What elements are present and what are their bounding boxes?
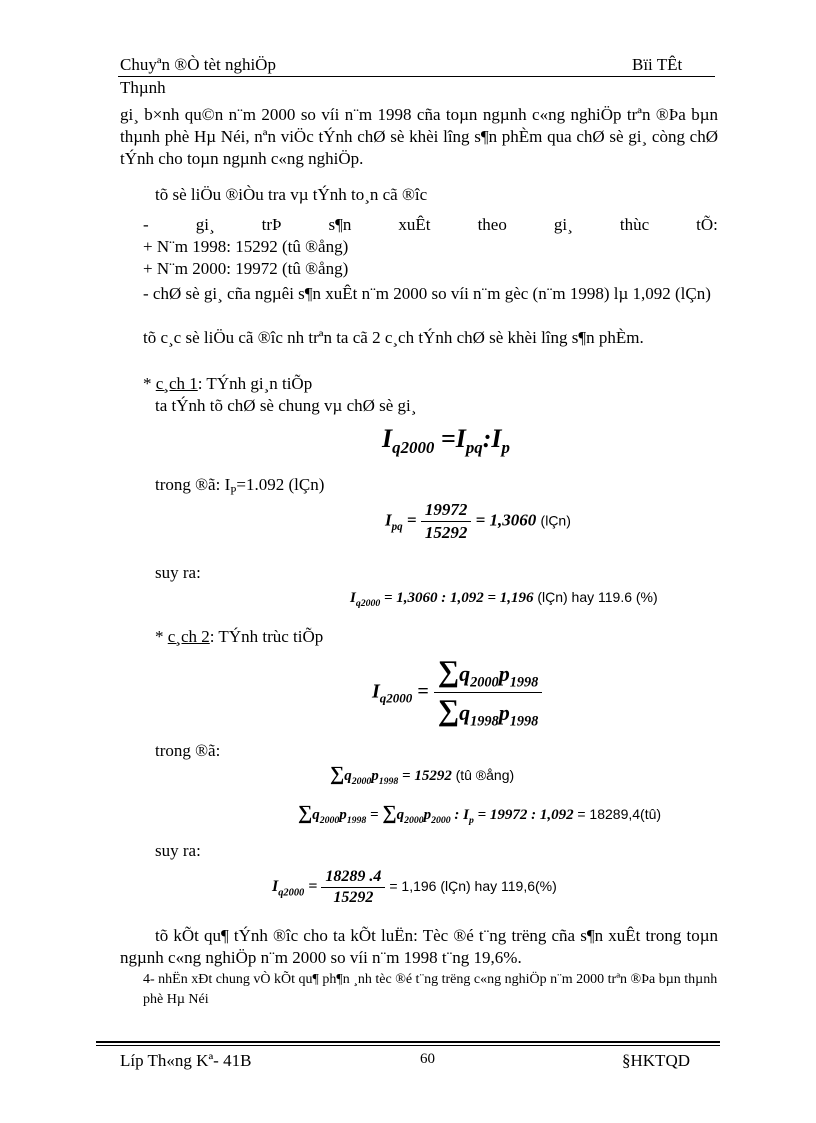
expression: = 1,3060 : 1,092 = 1,196 bbox=[383, 590, 534, 606]
survey-line: tõ sè liÖu ®iÒu tra vµ tÝnh to¸n cã ®îc bbox=[155, 185, 428, 204]
header-rule bbox=[118, 76, 715, 77]
footer-rule-bottom bbox=[96, 1045, 720, 1046]
method-1-description: ta tÝnh tõ chØ sè chung vµ chØ sè gi¸ bbox=[155, 396, 417, 415]
numerator: 19972 bbox=[421, 500, 472, 522]
sum-symbol: ∑ bbox=[330, 763, 345, 785]
subscript: 1998 bbox=[470, 713, 499, 730]
symbol: p bbox=[339, 807, 347, 823]
formula-sum-conversion bbox=[298, 802, 661, 826]
subscript: 2000 bbox=[351, 776, 372, 787]
fraction bbox=[421, 500, 472, 543]
subscript: 1998 bbox=[509, 674, 539, 691]
subscript: 2000 bbox=[431, 815, 451, 826]
method-2-label: c¸ch 2 bbox=[167, 627, 210, 646]
equals: = bbox=[308, 878, 318, 896]
symbol: I bbox=[385, 510, 392, 530]
production-value-line bbox=[143, 214, 718, 236]
subscript: pq bbox=[391, 520, 403, 533]
word: thùc bbox=[619, 215, 650, 234]
word: - bbox=[143, 215, 149, 234]
numerator: 18289 .4 bbox=[321, 868, 385, 888]
footer-university: §HKTQD bbox=[622, 1051, 690, 1070]
symbol: I bbox=[382, 424, 393, 453]
year-1998-line: + N¨m 1998: 15292 (tû ®ång) bbox=[143, 237, 349, 256]
subscript: 2000 bbox=[404, 815, 424, 826]
formula-direct-index bbox=[372, 655, 542, 731]
intro-paragraph: gi¸ b×nh qu©n n¨m 2000 so víi n¨m 1998 cña toµn ngµnh c«ng nghiÖp trªn ®Þa bµn thµnh phè Hµ Néi, nªn viÖc tÝnh chØ sè khèi lîng s¶n phÈm qua chØ sè gi¸ còng chØ tÝnh cho toµn ngµnh c«ng nghiÖp. bbox=[120, 105, 718, 168]
symbol: q bbox=[459, 661, 471, 686]
value: = 19972 : 1,092 bbox=[477, 807, 574, 823]
formula-sum-1998 bbox=[330, 763, 514, 787]
header-title: Chuyªn ®Ò tèt nghiÖp bbox=[120, 55, 276, 74]
subscript: 2000 bbox=[470, 674, 499, 691]
colon: : bbox=[482, 424, 492, 453]
fraction bbox=[321, 868, 385, 907]
footer-rule-top bbox=[96, 1041, 720, 1043]
unit: (tû ®ång) bbox=[455, 767, 515, 783]
symbol: q bbox=[312, 807, 320, 823]
unit: (lÇn) hay 119.6 (%) bbox=[537, 589, 658, 605]
colon: : bbox=[454, 807, 460, 823]
text: trong ®ã: I bbox=[155, 475, 231, 494]
subscript: 1998 bbox=[346, 815, 367, 826]
bullet: * bbox=[143, 374, 156, 393]
symbol: p bbox=[498, 700, 510, 726]
footer-class: Líp Th«ng Kª- 41B bbox=[120, 1051, 252, 1070]
numerator bbox=[434, 655, 543, 693]
where-line-1 bbox=[155, 474, 324, 502]
method-2-heading bbox=[155, 626, 323, 648]
symbol: I bbox=[350, 590, 356, 606]
subscript: q2000 bbox=[392, 438, 435, 458]
result: = 18289,4(tû) bbox=[577, 806, 662, 822]
formula-index-relation bbox=[382, 424, 510, 458]
result: = 1,3060 bbox=[475, 510, 537, 530]
symbol: I bbox=[372, 680, 380, 703]
result: = 1,196 (lÇn) hay 119,6(%) bbox=[389, 878, 557, 895]
word: gi¸ bbox=[553, 215, 573, 234]
symbol: q bbox=[396, 807, 405, 823]
text: =1.092 (lÇn) bbox=[236, 475, 325, 494]
symbol: p bbox=[423, 807, 432, 823]
word: trÞ bbox=[261, 215, 282, 234]
symbol: q bbox=[344, 768, 352, 784]
word: xuÊt bbox=[398, 215, 431, 234]
subscript: p bbox=[501, 438, 510, 458]
formula-quantity-index-1 bbox=[350, 589, 658, 609]
denominator: 15292 bbox=[424, 523, 468, 542]
word: theo bbox=[477, 215, 507, 234]
subscript: p bbox=[468, 815, 474, 826]
symbol: p bbox=[371, 768, 379, 784]
method-1-heading bbox=[143, 373, 312, 395]
value: = 15292 bbox=[402, 768, 452, 784]
sum-symbol: ∑ bbox=[382, 802, 397, 824]
equals: = bbox=[370, 807, 379, 823]
formula-general-index bbox=[385, 500, 571, 543]
subscript: 1998 bbox=[509, 713, 539, 730]
subscript: P bbox=[230, 485, 237, 498]
subscript: q2000 bbox=[379, 690, 413, 706]
word: s¶n bbox=[328, 215, 352, 234]
method-1-text: : TÝnh gi¸n tiÕp bbox=[197, 374, 313, 393]
subscript: 2000 bbox=[319, 815, 340, 826]
subscript: q2000 bbox=[355, 598, 381, 609]
bullet: * bbox=[155, 627, 168, 646]
word: tÕ: bbox=[696, 215, 718, 234]
subscript: pq bbox=[465, 438, 483, 458]
price-index-line: - chØ sè gi¸ cña ngµêi s¶n xuÊt n¨m 2000 so víi n¨m gèc (n¨m 1998) lµ 1,092 (lÇn) bbox=[143, 284, 711, 303]
method-2-text: : TÝnh trùc tiÕp bbox=[209, 627, 324, 646]
sum-symbol: ∑ bbox=[437, 694, 460, 728]
formula-quantity-index-2 bbox=[272, 868, 557, 907]
section-4-heading: 4- nhËn xÐt chung vÒ kÕt qu¶ ph¶n ¸nh tèc ®é t¨ng trëng c«ng nghiÖp n¨m 2000 trªn ®Þa bµn thµnh phè Hµ Néi bbox=[143, 972, 718, 1007]
sum-symbol: ∑ bbox=[437, 655, 460, 688]
method-1-label: c¸ch 1 bbox=[155, 374, 198, 393]
two-ways-line: tõ c¸c sè liÖu cã ®îc nh trªn ta cã 2 c¸ch tÝnh chØ sè khèi lîng s¶n phÈm. bbox=[143, 328, 644, 347]
suy-ra-1: suy ra: bbox=[155, 563, 201, 582]
header-author-continued: Thµnh bbox=[120, 78, 166, 97]
equals: = bbox=[417, 680, 429, 703]
unit: (lÇn) bbox=[540, 512, 571, 529]
equals: = bbox=[440, 424, 456, 453]
symbol: I bbox=[463, 807, 469, 823]
year-2000-line: + N¨m 2000: 19972 (tû ®ång) bbox=[143, 259, 349, 278]
denominator: 15292 bbox=[333, 889, 374, 906]
denominator bbox=[434, 693, 543, 730]
where-line-2: trong ®ã: bbox=[155, 741, 221, 760]
word: gi¸ bbox=[195, 215, 215, 234]
symbol: I bbox=[455, 424, 466, 453]
subscript: q2000 bbox=[278, 887, 305, 899]
symbol: I bbox=[272, 878, 279, 896]
symbol: I bbox=[491, 424, 502, 453]
page-number: 60 bbox=[420, 1051, 435, 1067]
symbol: q bbox=[459, 700, 471, 726]
sum-symbol: ∑ bbox=[298, 802, 313, 824]
fraction bbox=[434, 655, 543, 731]
subscript: 1998 bbox=[378, 776, 399, 787]
symbol: p bbox=[498, 661, 510, 686]
conclusion-paragraph: tõ kÕt qu¶ tÝnh ®îc cho ta kÕt luËn: Tèc ®é t¨ng trëng cña s¶n xuÊt trong toµn ngµnh c«ng nghiÖp n¨m 2000 so víi n¨m 1998 t¨ng 19,6%. bbox=[120, 926, 718, 967]
equals: = bbox=[406, 510, 417, 530]
header-author: Bïi TÊt bbox=[632, 55, 683, 74]
suy-ra-2: suy ra: bbox=[155, 841, 201, 860]
